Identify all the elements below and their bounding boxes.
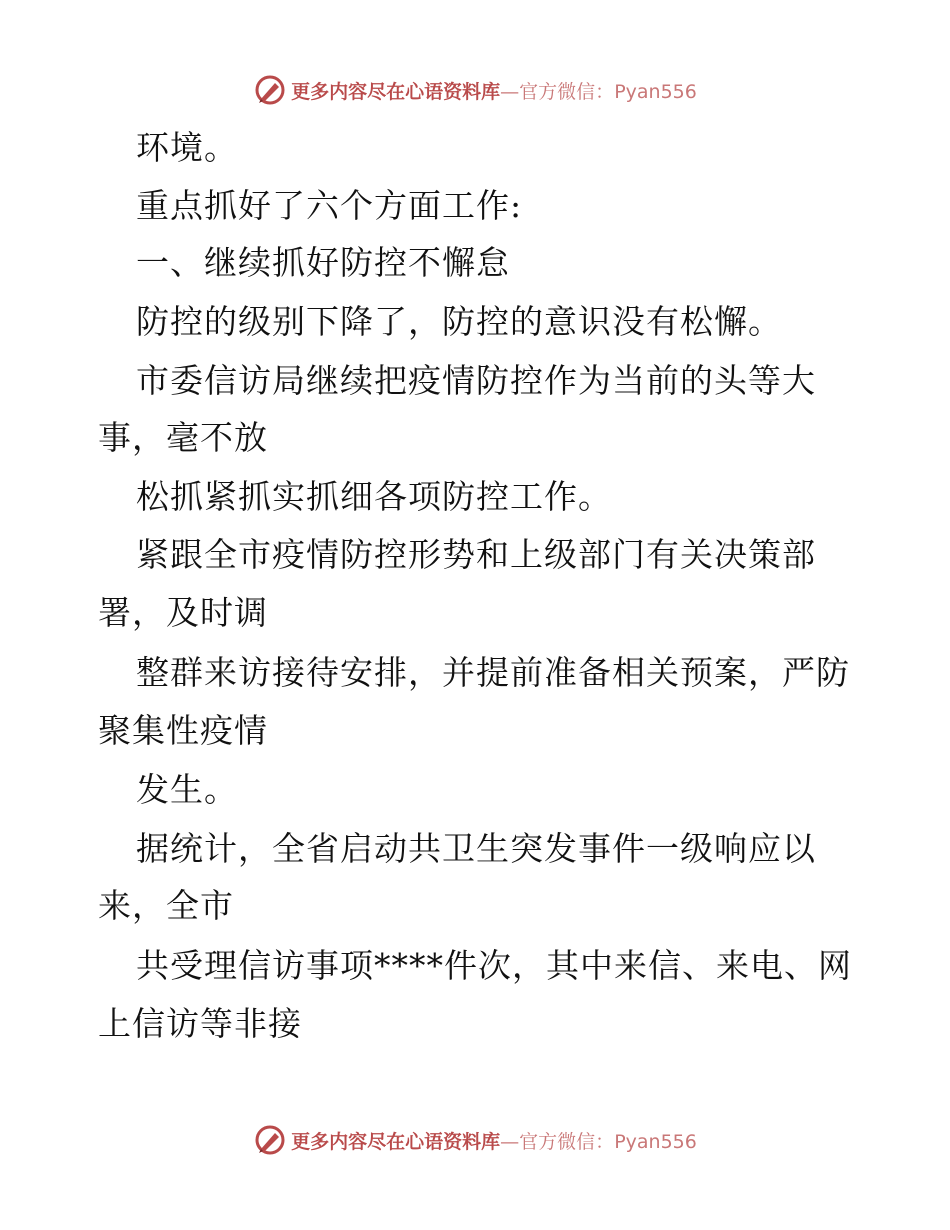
body-line: 重点抓好了六个方面工作: xyxy=(136,186,523,225)
pen-logo-icon xyxy=(253,1123,287,1157)
header-watermark xyxy=(0,70,950,110)
body-line: 来，全市 xyxy=(98,886,234,925)
body-line: 共受理信访事项****件次，其中来信、来电、网 xyxy=(136,946,852,985)
watermark-wechat-id: Pyan556 xyxy=(614,1130,697,1153)
body-line: 环境。 xyxy=(136,128,238,167)
body-line: 整群来访接待安排，并提前准备相关预案，严防 xyxy=(136,653,850,692)
watermark-dash: — xyxy=(500,1130,520,1153)
body-line: 市委信访局继续把疫情防控作为当前的头等大 xyxy=(136,361,816,400)
body-line: 据统计，全省启动共卫生突发事件一级响应以 xyxy=(136,829,816,868)
watermark-brand: 更多内容尽在心语资料库 xyxy=(291,1130,501,1153)
body-line: 发生。 xyxy=(136,770,238,809)
body-line: 紧跟全市疫情防控形势和上级部门有关决策部 xyxy=(136,535,816,574)
body-line: 事，毫不放 xyxy=(98,418,268,457)
body-line: 松抓紧抓实抓细各项防控工作。 xyxy=(136,477,612,516)
section-heading: 一、继续抓好防控不懈怠 xyxy=(136,243,510,282)
body-line: 署，及时调 xyxy=(98,593,268,632)
footer-watermark xyxy=(0,1120,950,1160)
body-line: 上信访等非接 xyxy=(98,1004,302,1043)
watermark-wechat-label: 官方微信： xyxy=(519,1130,615,1153)
body-line: 聚集性疫情 xyxy=(98,711,268,750)
watermark-wechat-label: 官方微信： xyxy=(519,80,615,103)
watermark-text xyxy=(291,1127,697,1154)
watermark-dash: — xyxy=(500,80,520,103)
watermark-text xyxy=(291,77,697,104)
watermark-wechat-id: Pyan556 xyxy=(614,80,697,103)
pen-logo-icon xyxy=(253,73,287,107)
body-line: 防控的级别下降了，防控的意识没有松懈。 xyxy=(136,302,782,341)
watermark-brand: 更多内容尽在心语资料库 xyxy=(291,80,501,103)
